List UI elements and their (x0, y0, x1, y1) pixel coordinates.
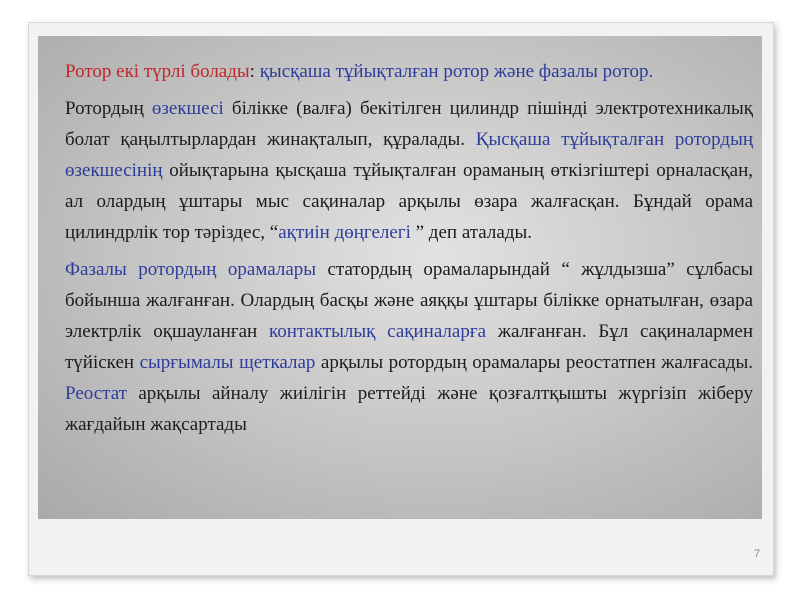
page-number: 7 (754, 548, 761, 560)
slide-body (59, 56, 753, 446)
text-plain: ойықтарына қысқаша тұйықталған ораманың өткізгіштері орналасқан, ал олардың ұштары мыс сақиналар арқылы өзара жалғасқан. Бұндай орама цилиндрлік тор тәріздес, “ (65, 160, 753, 243)
text-plain: ” деп аталады. (410, 222, 532, 243)
text-blue: сырғымалы щеткалар (139, 352, 316, 373)
text-blue: контактылық сақиналарға (268, 321, 487, 342)
text-blue: өзекшесі (151, 98, 224, 119)
paragraph-rotor-types (59, 56, 753, 87)
text-plain: білікке (валға) бекітілген цилиндр пішінді электротехникалық болат қаңылтырлардан жинақталып, құралады. (65, 98, 753, 150)
paragraph-phase-rotor (59, 254, 753, 440)
text-blue: ақтиін дөңгелегі (278, 222, 411, 243)
text-red: Ротор екі түрлі болады (65, 61, 250, 82)
text-plain: жалғанған. Бұл сақиналармен түйіскен (65, 321, 753, 373)
text-plain: арқылы ротордың орамалары реостатпен жалғасады. (315, 352, 754, 373)
text-blue: Қысқаша тұйықталған ротордың өзекшесінің (65, 129, 754, 181)
text-plain: арқылы айналу жиілігін реттейді және қозғалтқышты жүргізіп жіберу жағдайын жақсартады (65, 383, 753, 435)
paragraph-squirrel-cage (59, 93, 753, 248)
text-blue: Фазалы ротордың орамалары (65, 259, 317, 280)
text-blue: қысқаша тұйықталған ротор және фазалы ротор. (259, 61, 654, 82)
text-plain: статордың орамаларындай “ жұлдызша” сұлбасы бойынша жалғанған. Олардың басқы және аяққы ұштары білікке орнатылған, өзара электрлік оқшауланған (65, 259, 753, 342)
text-plain: Ротордың (65, 98, 152, 119)
text-plain: : (249, 61, 260, 82)
text-blue: Реостат (65, 383, 127, 404)
